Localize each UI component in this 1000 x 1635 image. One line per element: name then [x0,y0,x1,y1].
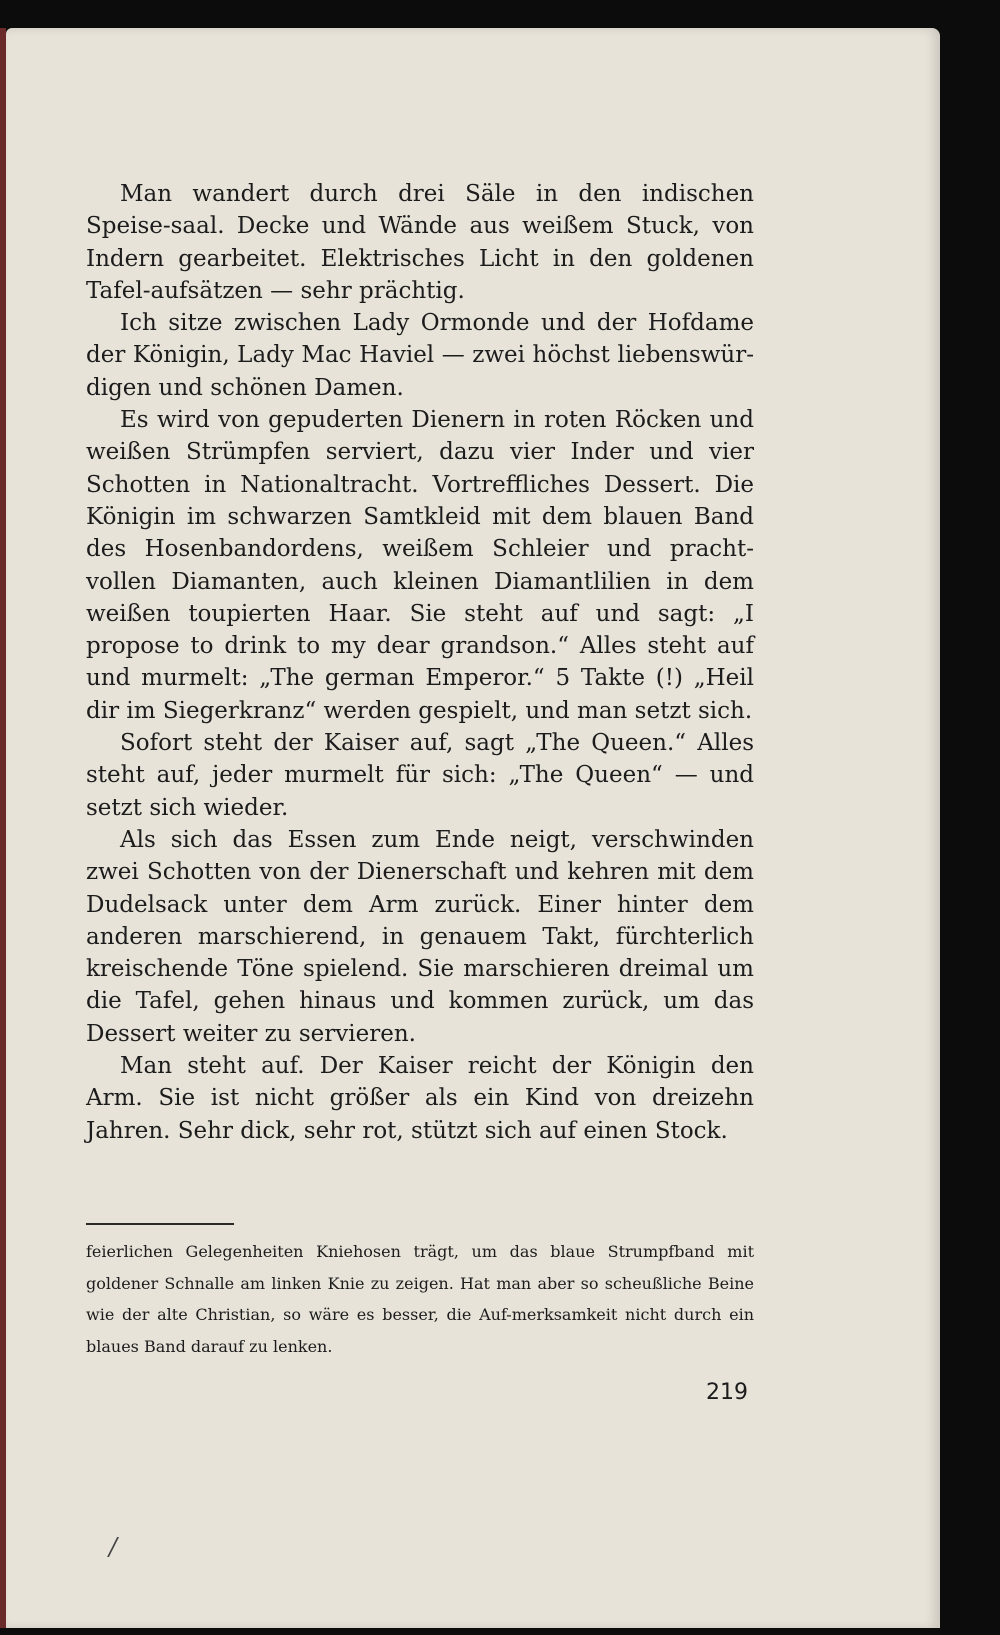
paragraph: Ich sitze zwischen Lady Ormonde und der Hofdame der Königin, Lady Mac Haviel — zwei höchst liebenswür-digen und schönen Damen. [86,310,754,401]
page-number: 219 [706,1380,748,1405]
main-text [86,178,754,1147]
paragraph: Es wird von gepuderten Dienern in roten Röcken und weißen Strümpfen serviert, dazu vier Inder und vier Schotten in Nationaltracht. Vortreffliches Dessert. Die Königin im schwarzen Samtkleid mit dem blauen Band des Hosenbandordens, weißem Schleier und pracht-vollen Diamanten, auch kleinen Diamantlilien in dem weißen toupierten Haar. Sie steht auf und sagt: „I propose to drink to my dear grandson.“ Alles steht auf und murmelt: „The german Emperor.“ 5 Takte (!) „Heil dir im Siegerkranz“ werden gespielt, und man setzt sich. [86,407,754,724]
pencil-mark: / [109,1533,118,1561]
paragraph: Man steht auf. Der Kaiser reicht der Königin den Arm. Sie ist nicht größer als ein Kind von dreizehn Jahren. Sehr dick, sehr rot, stützt sich auf einen Stock. [86,1053,754,1144]
footnote-divider [86,1223,234,1225]
paragraph: Sofort steht der Kaiser auf, sagt „The Queen.“ Alles steht auf, jeder murmelt für sich: „The Queen“ — und setzt sich wieder. [86,730,754,821]
paragraph: Als sich das Essen zum Ende neigt, verschwinden zwei Schotten von der Dienerschaft und kehren mit dem Dudelsack unter dem Arm zurück. Einer hinter dem anderen marschierend, in genauem Takt, fürchterlich kreischende Töne spielend. Sie marschieren dreimal um die Tafel, gehen hinaus und kommen zurück, um das Dessert weiter zu servieren. [86,826,754,1047]
book-page [6,28,940,1628]
paragraph: Man wandert durch drei Säle in den indischen Speise-saal. Decke und Wände aus weißem Stuck, von Indern gearbeitet. Elektrisches Licht in den goldenen Tafel-aufsätzen — sehr prächtig. [86,181,754,304]
footnote-text: feierlichen Gelegenheiten Kniehosen trägt, um das blaue Strumpfband mit goldener Schnalle am linken Knie zu zeigen. Hat man aber so scheußliche Beine wie der alte Christian, so wäre es besser, die Auf-merksamkeit nicht durch ein blaues Band darauf zu lenken. [86,1242,754,1356]
